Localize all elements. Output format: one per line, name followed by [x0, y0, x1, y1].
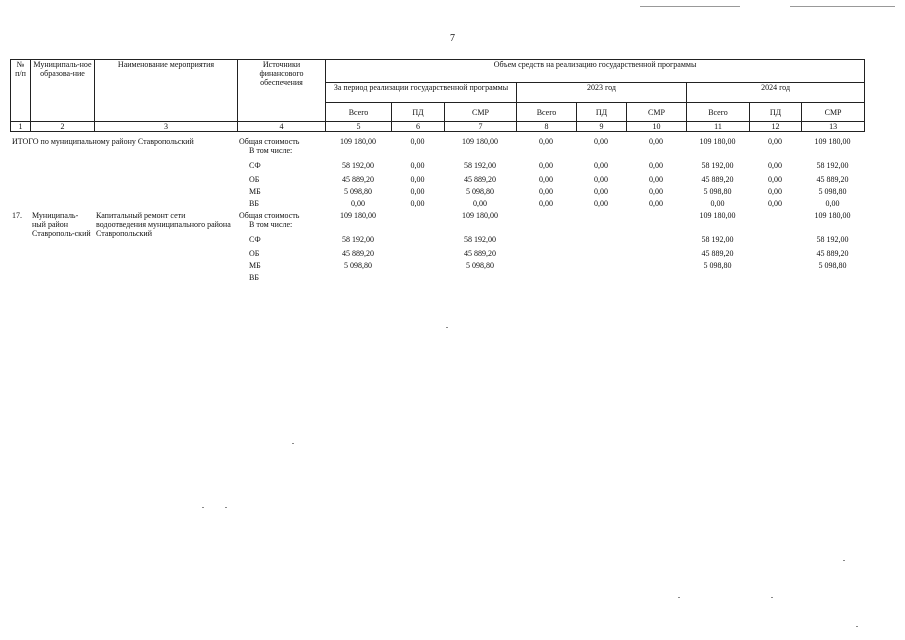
subheader-cell: ПД [577, 103, 627, 122]
value-cell [801, 273, 864, 285]
value-cell: 45 889,20 [342, 175, 375, 184]
value-cell: 45 889,20 [464, 175, 497, 184]
subheader-cell: Всего [687, 103, 750, 122]
value-cell [391, 273, 444, 285]
column-number: 11 [687, 122, 750, 132]
value-cell: 0,00 [649, 199, 664, 208]
value-cell: 0,00 [594, 175, 609, 184]
source-name: МБ [249, 261, 261, 270]
value-cell [749, 235, 801, 249]
value-cell: 109 180,00 [814, 211, 851, 220]
value-cell: 45 889,20 [816, 249, 849, 258]
value-cell [516, 235, 576, 249]
value-cell: 0,00 [649, 161, 664, 170]
source-name: ВБ [249, 273, 259, 282]
value-cell [749, 249, 801, 261]
value-cell [626, 261, 686, 273]
value-cell: 0,00 [410, 175, 425, 184]
header-event: Наименование мероприятия [95, 60, 238, 122]
value-cell: 0,00 [649, 137, 664, 146]
value-cell: 58 192,00 [701, 235, 734, 244]
value-cell: 5 098,80 [466, 187, 495, 196]
item-municipality: Муниципаль-ный район Ставрополь-ский [32, 211, 91, 238]
item-event: Капитальный ремонт сети водоотведения муниципального района Ставропольский [96, 211, 231, 238]
value-cell [576, 211, 626, 235]
value-cell [576, 261, 626, 273]
value-cell [576, 249, 626, 261]
value-cell: 109 180,00 [699, 137, 736, 146]
value-cell: 0,00 [410, 199, 425, 208]
column-number: 7 [445, 122, 517, 132]
table-row [10, 137, 864, 161]
value-cell: 0,00 [539, 199, 554, 208]
value-cell [576, 273, 626, 285]
value-cell [391, 261, 444, 273]
column-number: 3 [95, 122, 238, 132]
scan-speck [771, 597, 773, 598]
header-year-2023: 2023 год [517, 83, 687, 103]
value-cell: 0,00 [768, 137, 783, 146]
value-cell: 0,00 [539, 161, 554, 170]
scan-speck [678, 597, 680, 598]
value-cell: 58 192,00 [464, 161, 497, 170]
source-subtitle: В том числе: [249, 146, 293, 155]
value-cell: 58 192,00 [816, 235, 849, 244]
total-section [10, 137, 864, 211]
value-cell [516, 273, 576, 285]
value-cell [626, 249, 686, 261]
source-name: ОБ [249, 175, 260, 184]
column-number: 8 [517, 122, 577, 132]
value-cell: 45 889,20 [816, 175, 849, 184]
scan-speck [292, 443, 294, 444]
value-cell: 109 180,00 [462, 211, 499, 220]
value-cell: 58 192,00 [816, 161, 849, 170]
value-cell [391, 211, 444, 235]
value-cell: 58 192,00 [342, 161, 375, 170]
value-cell [749, 261, 801, 273]
value-cell [325, 273, 391, 285]
value-cell: 45 889,20 [342, 249, 375, 258]
value-cell: 0,00 [473, 199, 488, 208]
value-cell: 0,00 [594, 199, 609, 208]
item-section [10, 211, 864, 285]
header-sources: Источники финансового обеспечения [238, 60, 326, 122]
column-number: 13 [802, 122, 865, 132]
column-number: 9 [577, 122, 627, 132]
total-label: ИТОГО по муниципальному району Ставропольский [12, 137, 194, 146]
header-no: № п/п [11, 60, 31, 122]
value-cell: 0,00 [410, 137, 425, 146]
subheader-cell: ПД [392, 103, 445, 122]
value-cell [749, 211, 801, 235]
value-cell: 0,00 [768, 187, 783, 196]
program-table-body [10, 137, 864, 285]
subheader-cell: СМР [445, 103, 517, 122]
program-table-header [10, 59, 865, 132]
subheader-cell: СМР [627, 103, 687, 122]
source-total-cell [237, 211, 325, 235]
scan-speck [225, 507, 227, 508]
column-number: 10 [627, 122, 687, 132]
value-cell: 0,00 [410, 187, 425, 196]
header-rule-left [640, 6, 740, 7]
value-cell: 5 098,80 [703, 187, 732, 196]
value-cell: 0,00 [410, 161, 425, 170]
column-number: 6 [392, 122, 445, 132]
source-name: СФ [249, 161, 261, 170]
source-title: Общая стоимость [239, 211, 300, 220]
scan-speck [446, 327, 448, 328]
column-number: 4 [238, 122, 326, 132]
value-cell [749, 273, 801, 285]
column-number: 2 [31, 122, 95, 132]
value-cell: 5 098,80 [703, 261, 732, 270]
value-cell [626, 211, 686, 235]
value-cell: 109 180,00 [699, 211, 736, 220]
value-cell [516, 249, 576, 261]
table-row [10, 211, 864, 235]
header-municipality: Муниципаль-ное образова-ние [31, 60, 95, 122]
value-cell: 109 180,00 [340, 137, 377, 146]
subheader-cell: Всего [326, 103, 392, 122]
value-cell: 0,00 [594, 137, 609, 146]
subheader-cell: ПД [750, 103, 802, 122]
value-cell: 0,00 [649, 175, 664, 184]
value-cell: 0,00 [351, 199, 366, 208]
value-cell [626, 273, 686, 285]
page-number: 7 [450, 33, 455, 44]
value-cell [626, 235, 686, 249]
header-year-2024: 2024 год [687, 83, 865, 103]
source-title: Общая стоимость [239, 137, 300, 146]
value-cell: 5 098,80 [344, 187, 373, 196]
scan-speck [202, 507, 204, 508]
value-cell: 109 180,00 [462, 137, 499, 146]
header-rule-right [790, 6, 895, 7]
value-cell: 5 098,80 [818, 261, 847, 270]
source-name: ОБ [249, 249, 260, 258]
value-cell: 45 889,20 [701, 249, 734, 258]
value-cell: 109 180,00 [814, 137, 851, 146]
subheader-cell: Всего [517, 103, 577, 122]
value-cell: 0,00 [768, 199, 783, 208]
item-no: 17. [12, 211, 22, 220]
value-cell: 0,00 [710, 199, 725, 208]
source-name: ВБ [249, 199, 259, 208]
value-cell: 0,00 [539, 187, 554, 196]
source-name: МБ [249, 187, 261, 196]
value-cell: 0,00 [649, 187, 664, 196]
value-cell: 0,00 [539, 137, 554, 146]
value-cell: 5 098,80 [466, 261, 495, 270]
value-cell: 0,00 [825, 199, 840, 208]
column-number: 1 [11, 122, 31, 132]
source-total-cell [237, 137, 325, 161]
value-cell: 0,00 [594, 187, 609, 196]
value-cell: 5 098,80 [344, 261, 373, 270]
scan-speck [856, 626, 858, 627]
value-cell [391, 249, 444, 261]
value-cell [516, 261, 576, 273]
source-subtitle: В том числе: [249, 220, 293, 229]
value-cell: 58 192,00 [464, 235, 497, 244]
value-cell [516, 211, 576, 235]
value-cell: 0,00 [594, 161, 609, 170]
value-cell [444, 273, 516, 285]
header-period-total: За период реализации государственной программы [326, 83, 517, 103]
value-cell: 45 889,20 [701, 175, 734, 184]
scan-speck [843, 560, 845, 561]
source-name: СФ [249, 235, 261, 244]
value-cell: 45 889,20 [464, 249, 497, 258]
value-cell: 0,00 [768, 161, 783, 170]
value-cell: 109 180,00 [340, 211, 377, 220]
value-cell [576, 235, 626, 249]
subheader-cell: СМР [802, 103, 865, 122]
value-cell [391, 235, 444, 249]
column-number: 5 [326, 122, 392, 132]
value-cell: 0,00 [539, 175, 554, 184]
value-cell [686, 273, 749, 285]
value-cell: 58 192,00 [342, 235, 375, 244]
header-volume: Объем средств на реализацию государственной программы [326, 60, 865, 83]
value-cell: 5 098,80 [818, 187, 847, 196]
value-cell: 58 192,00 [701, 161, 734, 170]
value-cell: 0,00 [768, 175, 783, 184]
column-number: 12 [750, 122, 802, 132]
